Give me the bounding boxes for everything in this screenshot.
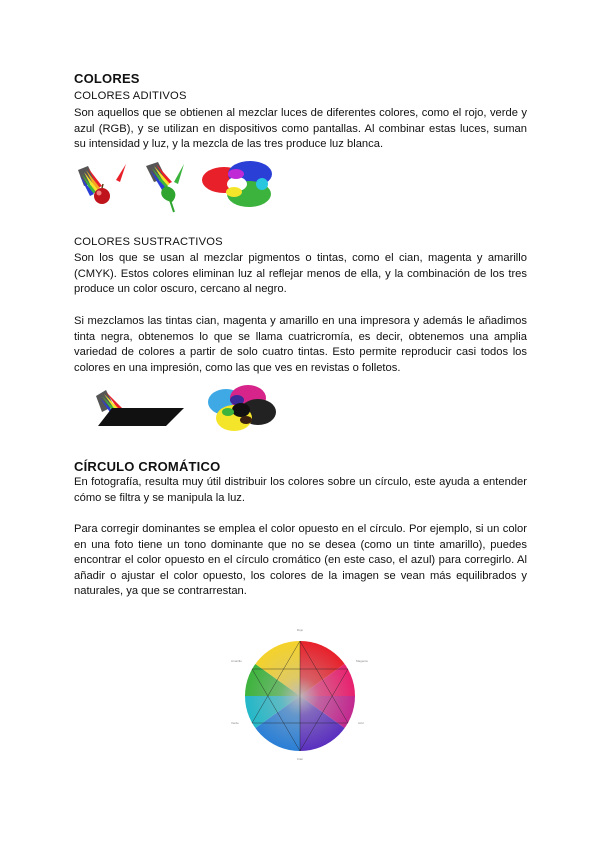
wheel-label-upper-right: Magenta <box>356 659 368 663</box>
circulo-intro-paragraph: En fotografía, resulta muy útil distribuir los colores sobre un círculo, este ayuda a entender cómo se filtra y se manipula la luz. <box>74 476 527 504</box>
rgb-circles-illustration <box>202 161 272 207</box>
color-wheel <box>228 626 368 766</box>
wheel-label-lower-left: Verde <box>231 721 239 725</box>
aditivos-paragraph: Son aquellos que se obtienen al mezclar luces de diferentes colores, como el rojo, verde y azul (RGB), y se utilizan en dispositivos como pantallas. Al combinar estas luces, suman su intensidad y luz, y la mezcla de las tres produce luz blanca. <box>74 107 527 151</box>
wheel-label-lower-right: Azul <box>358 721 364 725</box>
wheel-label-upper-left: Amarillo <box>231 659 242 663</box>
aditivos-heading: COLORES ADITIVOS <box>74 90 187 102</box>
circulo-correccion-paragraph: Para corregir dominantes se emplea el color opuesto en el círculo. Por ejemplo, si un color en una foto tiene un tono dominante que no se desea (como un tinte amarillo), puedes encontrar el color opuesto en el círculo cromático (en este caso, el azul) para corregirlo. Al añadir o ajustar el color opuesto, los colores de la imagen se vean más equilibrados y naturales, ya que se contrarrestan. <box>74 523 527 598</box>
circulo-title: CÍRCULO CROMÁTICO <box>74 459 221 474</box>
sustractivos-heading: COLORES SUSTRACTIVOS <box>74 236 223 248</box>
prism-apple-illustration <box>78 164 126 204</box>
prism-leaf-illustration <box>146 162 184 212</box>
wheel-label-bottom: Cian <box>296 757 304 761</box>
prism-black-surface-illustration <box>96 390 184 426</box>
additive-illustrations <box>74 160 294 218</box>
cuatricromia-paragraph: Si mezclamos las tintas cian, magenta y amarillo en una impresora y además le añadimos tinta negra, obtenemos lo que se llama cuatricromía, es decir, obtenemos una amplia variedad de colores a partir de solo cuatro tintas. Esto permite reproducir casi todos los colores en una impresión, como las que ves en revistas o folletos. <box>74 315 527 374</box>
sustractivos-paragraph: Son los que se usan al mezclar pigmentos o tintas, como el cian, magenta y amarillo (CMYK). Estos colores eliminan luz al reflejar menos de ella, y la combinación de los tres produce un color oscuro, cercano al negro. <box>74 252 527 296</box>
colores-title: COLORES <box>74 71 140 86</box>
subtractive-illustrations <box>94 384 284 436</box>
wheel-label-top: Rojo <box>296 628 304 632</box>
cmyk-circles-illustration <box>208 385 276 431</box>
